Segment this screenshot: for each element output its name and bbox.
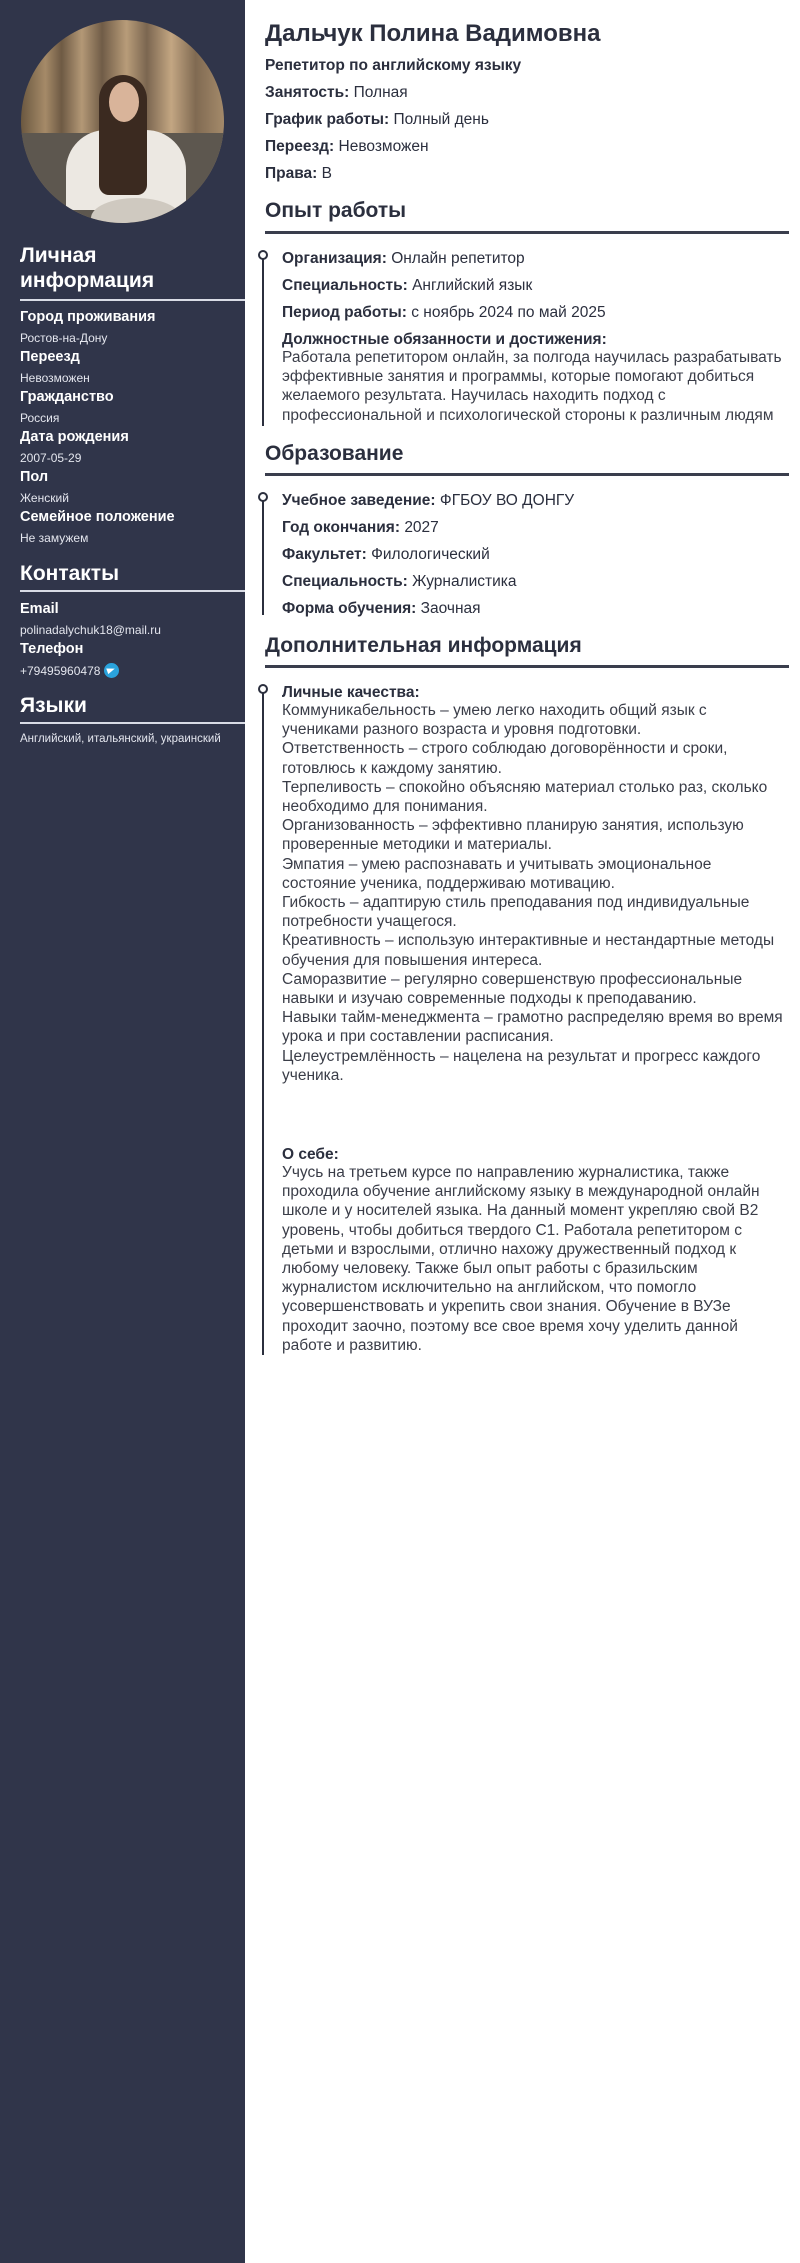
duties-text: Работала репетитором онлайн, за полгода научилась разрабатывать эффективные занятия и программы, которые помогают добиться желаемого результата. Научилась находить подход с профессиональной и психологической стороны к различным людям <box>282 349 782 424</box>
field-label: Учебное заведение: <box>282 492 436 509</box>
field-value: Заочная <box>420 600 481 617</box>
field-label: Факультет: <box>282 546 367 563</box>
timeline-line <box>262 258 264 426</box>
field-label: Период работы: <box>282 304 407 321</box>
phone-link[interactable]: +79495960478 <box>20 664 101 678</box>
sidebar <box>0 0 245 2263</box>
field-value: Онлайн репетитор <box>391 250 525 267</box>
field-value: Английский язык <box>412 277 533 294</box>
field-value: Журналистика <box>412 573 517 590</box>
qualities-text: Коммуникабельность – умею легко находить общий язык с учениками разного возраста и уровня подготовки. Ответственность – строго соблюдаю договорённости и сроки, готовлюсь к каждому занятию. Терпеливость – спокойно объясняю материал столько раз, сколько необходимо для понимания. Организованность – эффективно планирую занятия, использую проверенные методики и материалы. Эмпатия – умею распознавать и учитывать эмоциональное состояние ученика, поддерживаю мотивацию. Гибкость – адаптирую стиль преподавания под индивидуальные потребности учащегося. Креативность – использую интерактивные и нестандартные методы обучения для повышения интереса. Саморазвитие – регулярно совершенствую профессиональные навыки и изучаю современные подходы к преподаванию. Навыки тайм-менеджмента – грамотно распределяю время во время урока и при составлении расписания. Целеустремлённость – нацелена на результат и прогресс каждого ученика. <box>282 702 783 1084</box>
field-value: Ростов-на-Дону <box>20 331 108 345</box>
phone-label: Телефон <box>20 641 84 657</box>
field-label: Дата рождения <box>20 429 129 445</box>
email-link[interactable]: polinadalychuk18@mail.ru <box>20 623 161 637</box>
timeline-line <box>262 692 264 1355</box>
timeline-dot-icon <box>258 250 268 260</box>
education-heading: Образование <box>265 442 404 465</box>
field-label: Год окончания: <box>282 519 400 536</box>
field-label: Переезд <box>20 349 80 365</box>
languages-heading: Языки <box>20 694 87 717</box>
field-label: Специальность: <box>282 573 408 590</box>
field-value: Россия <box>20 411 60 425</box>
additional-heading: Дополнительная информация <box>265 634 582 657</box>
position-title: Репетитор по английскому языку <box>265 57 522 74</box>
field-label: Организация: <box>282 250 387 267</box>
personal-info-heading: Личная информация <box>20 244 155 292</box>
phone-row <box>20 663 119 678</box>
divider <box>265 665 789 668</box>
divider <box>20 299 245 301</box>
divider <box>265 473 789 476</box>
timeline-dot-icon <box>258 684 268 694</box>
candidate-name: Дальчук Полина Вадимовна <box>265 20 601 47</box>
email-label: Email <box>20 601 59 617</box>
field-value: Не замужем <box>20 531 89 545</box>
field-value: Невозможен <box>338 138 429 155</box>
field-label: Права: <box>265 165 318 182</box>
header-field <box>265 111 489 129</box>
field-value: Женский <box>20 491 69 505</box>
field-label: Переезд: <box>265 138 335 155</box>
contacts-heading: Контакты <box>20 562 120 585</box>
field-label: Занятость: <box>265 84 350 101</box>
field-label: Пол <box>20 469 49 485</box>
field-label: Город проживания <box>20 309 156 325</box>
timeline-line <box>262 500 264 615</box>
header-field <box>265 165 332 183</box>
field-value: Невозможен <box>20 371 90 385</box>
field-label: Гражданство <box>20 389 114 405</box>
divider <box>20 590 245 592</box>
field-value: B <box>321 165 332 182</box>
about-text: Учусь на третьем курсе по направлению журналистика, также проходила обучение английскому языку в международной онлайн школе и у носителей языка. На данный момент укрепляю свой B2 уровень, чтобы добиться твердого C1. Работала репетитором с детьми и взрослыми, отлично нахожу дружественный подход к любому человеку. Также был опыт работы с бразильским журналистом исключительно на английском, что помогло усовершенствовать и укрепить свои знания. Обучение в ВУЗе проходит заочно, поэтому все свое время хочу уделить данной работе и развитию. <box>282 1164 760 1354</box>
field-value: ФГБОУ ВО ДОНГУ <box>439 492 575 509</box>
field-value: Полная <box>353 84 408 101</box>
duties-label: Должностные обязанности и достижения: <box>282 331 607 348</box>
field-value: 2007-05-29 <box>20 451 82 465</box>
experience-heading: Опыт работы <box>265 199 407 222</box>
qualities-label: Личные качества: <box>282 684 420 701</box>
field-label: График работы: <box>265 111 390 128</box>
divider <box>265 231 789 234</box>
about-label: О себе: <box>282 1146 339 1163</box>
field-label: Специальность: <box>282 277 408 294</box>
timeline-dot-icon <box>258 492 268 502</box>
divider <box>20 722 245 724</box>
field-label: Форма обучения: <box>282 600 417 617</box>
field-value: Филологический <box>371 546 490 563</box>
field-label: Семейное положение <box>20 509 175 525</box>
languages-value: Английский, итальянский, украинский <box>20 733 221 745</box>
field-value: с ноябрь 2024 по май 2025 <box>411 304 606 321</box>
header-field <box>265 138 429 156</box>
field-value: Полный день <box>393 111 489 128</box>
header-field <box>265 84 408 102</box>
profile-photo <box>21 20 224 223</box>
telegram-icon[interactable] <box>104 663 119 678</box>
field-value: 2027 <box>404 519 439 536</box>
